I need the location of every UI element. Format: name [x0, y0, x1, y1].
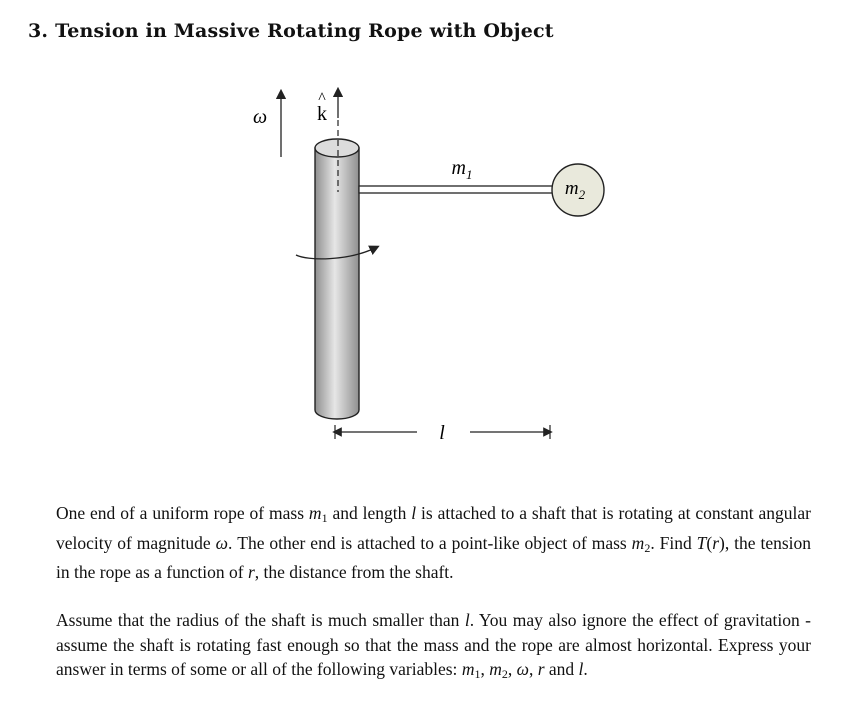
p1-text-7: , the distance from the shaft. [254, 562, 454, 582]
object-mass-var: $m_2$ [631, 532, 651, 555]
p1-text-1: One end of a uniform rope of mass [56, 503, 305, 523]
p1-text-6: , the tension in the rope as a function of [56, 532, 812, 582]
problem-title-text: Tension in Massive Rotating Rope with Object [55, 20, 554, 42]
problem-number: 3. [28, 20, 49, 42]
p1-text-3: is attached to a shaft that is rotating at constant angular velocity of magnitude [56, 503, 812, 553]
problem-title [28, 20, 554, 42]
shaft-top [315, 139, 359, 157]
var-l: l [578, 659, 584, 679]
rope [359, 186, 553, 193]
p2-text-2: . You may also ignore the effect of gravitation - assume the shaft is rotating fast enough so that the mass and the rope are almost horizontal. Express your answer in terms of some or all of the following variables: [56, 610, 811, 679]
problem-statement-paragraph [56, 501, 811, 585]
p2-and: and [548, 659, 575, 679]
k-unit-vector-label: k [317, 103, 327, 125]
var-r: r [537, 659, 545, 679]
distance-var: r [247, 562, 255, 582]
tension-function: T(r) [696, 532, 725, 553]
p2-text-1: Assume that the radius of the shaft is much smaller than [56, 610, 460, 630]
var-omega: ω [516, 659, 529, 679]
omega-var: ω [215, 532, 228, 553]
var-m1: $m_1$ [461, 659, 481, 681]
p1-text-2: and length [332, 503, 407, 523]
k-hat-accent: ^ [318, 90, 326, 107]
object-mass-label: $m_2$ [564, 178, 586, 202]
length-label: l [439, 422, 445, 444]
rope-mass-var: $m_1$ [308, 503, 328, 525]
rotating-rope-figure [230, 80, 630, 450]
var-m2: $m_2$ [489, 659, 508, 681]
assumptions-paragraph: Assume that the radius of the shaft is much smaller than l. You may also ignore the effect of gravitation - assume the shaft is rotating fast enough so that the mass and the rope are almost horizontal. Express your answer in terms of some or all of the following variables: $m_1$, $m_2$, ω, r and l. [56, 610, 811, 681]
length-var-2: l [464, 610, 470, 630]
length-var: l [411, 503, 417, 523]
shaft-body [315, 148, 359, 419]
omega-label: ω [252, 106, 268, 128]
p1-text-4: . The other end is attached to a point-like object of mass [227, 532, 627, 553]
p1-text-5: . Find [650, 532, 692, 553]
rope-mass-label: $m_1$ [451, 157, 473, 182]
